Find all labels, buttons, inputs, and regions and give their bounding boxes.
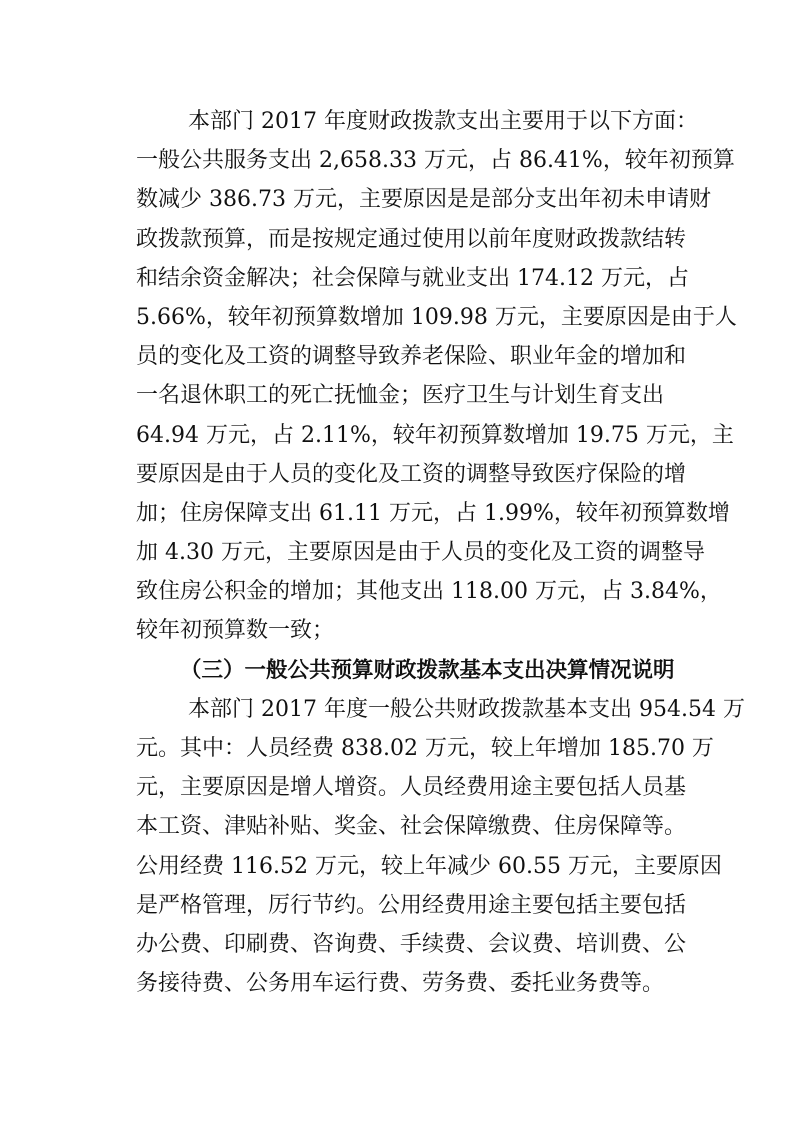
text-line: 元，主要原因是增人增资。人员经费用途主要包括人员基 bbox=[136, 775, 687, 801]
text-line: 64.94 万元，占 2.11%，较年初预算数增加 19.75 万元，主 bbox=[136, 422, 734, 448]
text-line: 本部门 2017 年度一般公共财政拨款基本支出 954.54 万 bbox=[188, 696, 745, 722]
text-line: 一般公共服务支出 2,658.33 万元，占 86.41%，较年初预算 bbox=[136, 148, 735, 174]
document-body bbox=[136, 102, 745, 1003]
text-line: 致住房公积金的增加；其他支出 118.00 万元，占 3.84%， bbox=[136, 579, 722, 605]
paragraph-basic-expenditure bbox=[136, 690, 745, 1004]
text-line: 要原因是由于人员的变化及工资的调整导致医疗保险的增 bbox=[136, 461, 687, 487]
text-line: 务接待费、公务用车运行费、劳务费、委托业务费等。 bbox=[136, 971, 665, 997]
text-line: 员的变化及工资的调整导致养老保险、职业年金的增加和 bbox=[136, 344, 687, 370]
text-line: 加；住房保障支出 61.11 万元，占 1.99%，较年初预算数增 bbox=[136, 500, 730, 526]
text-line: 是严格管理，厉行节约。公用经费用途主要包括主要包括 bbox=[136, 892, 687, 918]
text-line: 和结余资金解决；社会保障与就业支出 174.12 万元，占 bbox=[136, 265, 689, 291]
text-line: 加 4.30 万元，主要原因是由于人员的变化及工资的调整导 bbox=[136, 540, 705, 566]
text-line: 本部门 2017 年度财政拨款支出主要用于以下方面： bbox=[188, 109, 698, 134]
text-line: 一名退休职工的死亡抚恤金；医疗卫生与计划生育支出 bbox=[136, 383, 665, 409]
text-line: 办公费、印刷费、咨询费、手续费、会议费、培训费、公 bbox=[136, 931, 687, 957]
text-line: 本工资、津贴补贴、奖金、社会保障缴费、住房保障等。 bbox=[136, 814, 687, 840]
text-line: 公用经费 116.52 万元，较上年减少 60.55 万元，主要原因 bbox=[136, 853, 722, 879]
text-line: 数减少 386.73 万元，主要原因是是部分支出年初未申请财 bbox=[136, 187, 711, 213]
paragraph-fiscal-expenditure bbox=[136, 102, 737, 651]
text-line: 较年初预算数一致； bbox=[136, 618, 335, 644]
text-line: 元。其中：人员经费 838.02 万元，较上年增加 185.70 万 bbox=[136, 736, 714, 761]
text-line: 政拨款预算，而是按规定通过使用以前年度财政拨款结转 bbox=[136, 226, 687, 252]
section-heading: （三）一般公共预算财政拨款基本支出决算情况说明 bbox=[180, 657, 675, 683]
text-line: 5.66%，较年初预算数增加 109.98 万元，主要原因是由于人 bbox=[136, 304, 737, 330]
